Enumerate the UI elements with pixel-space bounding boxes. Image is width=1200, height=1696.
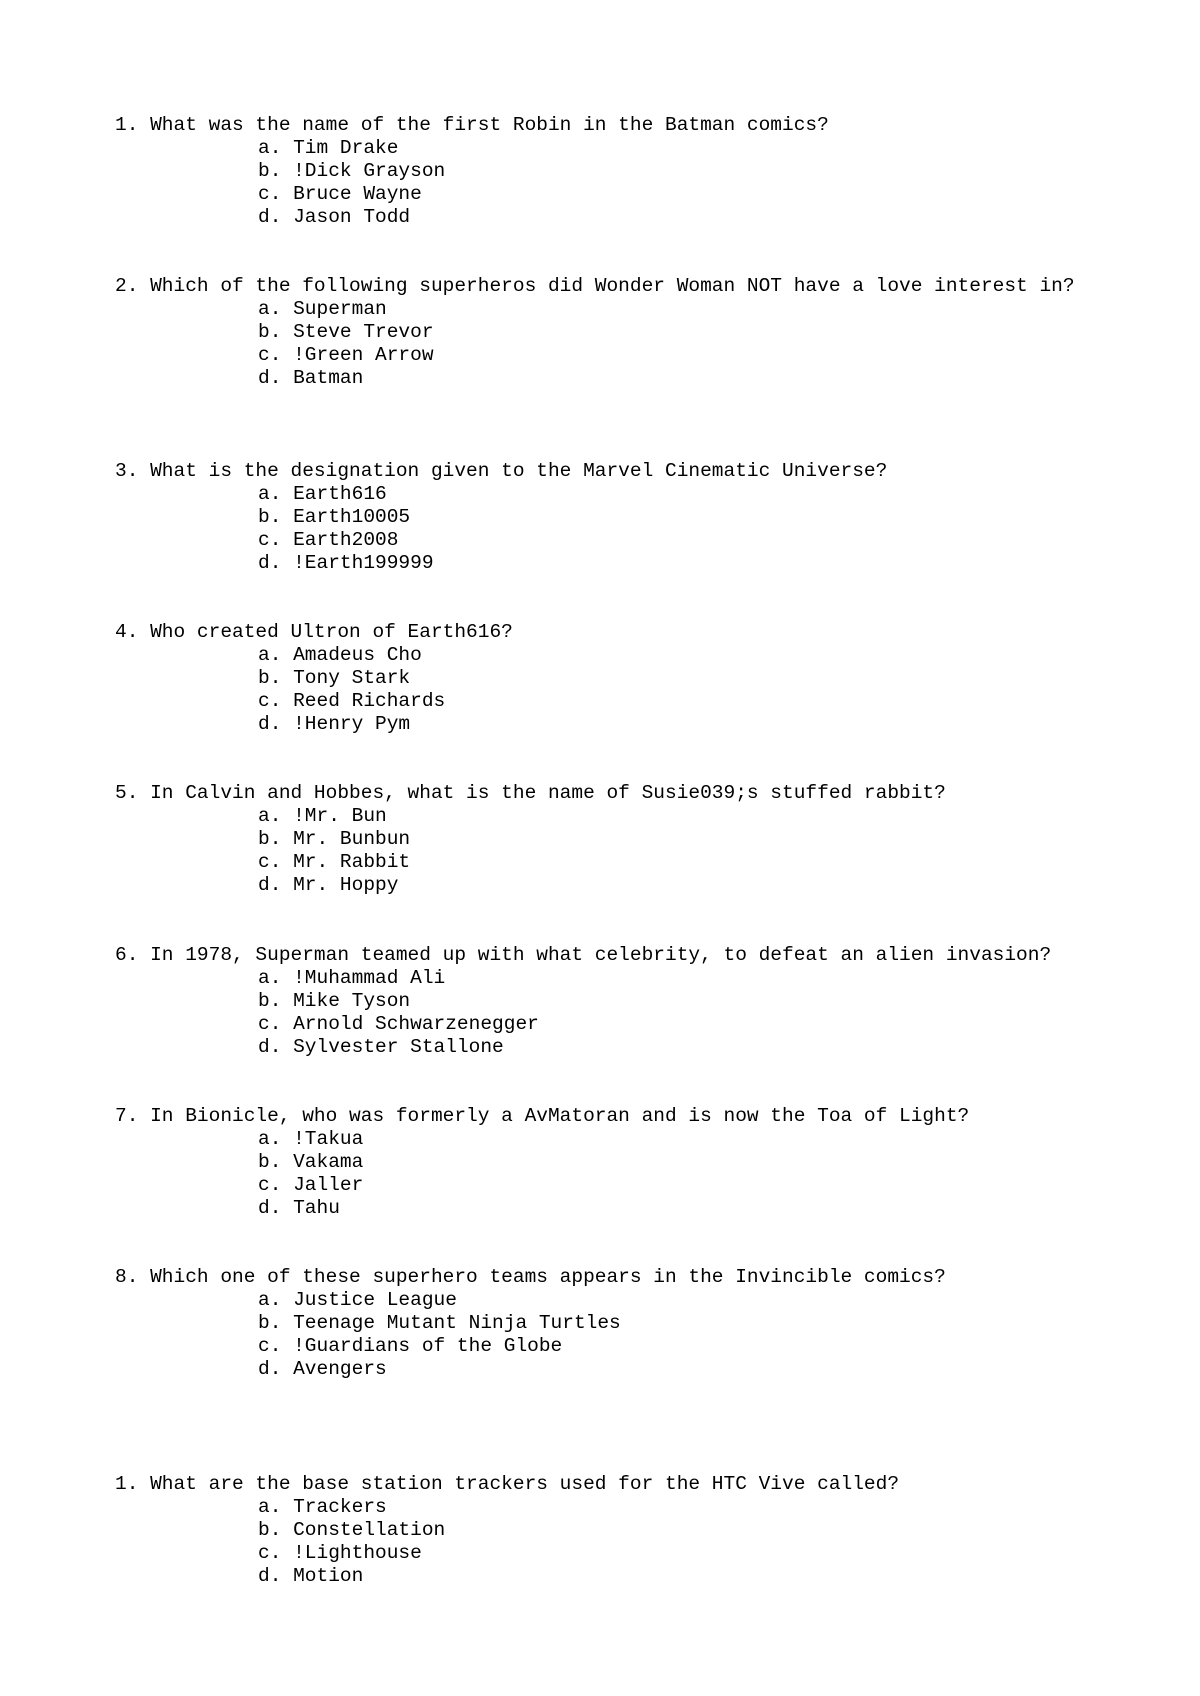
answer-option: [258, 483, 1115, 506]
answer-option: [258, 828, 1115, 851]
option-text: Mr. Rabbit: [293, 851, 411, 873]
answer-option: [258, 552, 1115, 575]
option-text: Jason Todd: [293, 206, 411, 228]
question-text: [115, 114, 1115, 137]
option-text: Avengers: [293, 1358, 387, 1380]
question-number: 4.: [115, 621, 139, 643]
option-letter: d.: [258, 206, 282, 228]
option-letter: b.: [258, 1519, 282, 1541]
option-text: Earth2008: [293, 529, 399, 551]
question-block: [115, 1266, 1115, 1381]
question-number: 5.: [115, 782, 139, 804]
answer-option: [258, 1174, 1115, 1197]
option-letter: a.: [258, 298, 282, 320]
answer-option: [258, 1358, 1115, 1381]
question-text: [115, 1473, 1115, 1496]
option-text: Batman: [293, 367, 364, 389]
answer-option: [258, 344, 1115, 367]
answer-option: [258, 713, 1115, 736]
answer-option: [258, 1036, 1115, 1059]
answer-option: [258, 529, 1115, 552]
question-number: 6.: [115, 944, 139, 966]
option-text: Tim Drake: [293, 137, 399, 159]
option-letter: c.: [258, 1174, 282, 1196]
answer-option: [258, 1128, 1115, 1151]
option-text: !Dick Grayson: [293, 160, 446, 182]
option-letter: d.: [258, 1565, 282, 1587]
question-label: In 1978, Superman teamed up with what celebrity, to defeat an alien invasion?: [150, 944, 1052, 966]
answer-option: [258, 321, 1115, 344]
question-text: [115, 621, 1115, 644]
answer-options: [115, 967, 1115, 1059]
question-label: What is the designation given to the Marvel Cinematic Universe?: [150, 460, 888, 482]
option-letter: d.: [258, 1036, 282, 1058]
option-text: Superman: [293, 298, 387, 320]
question-number: 2.: [115, 275, 139, 297]
answer-option: [258, 1289, 1115, 1312]
answer-option: [258, 667, 1115, 690]
answer-option: [258, 1312, 1115, 1335]
option-letter: d.: [258, 1197, 282, 1219]
option-text: Earth616: [293, 483, 387, 505]
option-letter: a.: [258, 805, 282, 827]
question-block: [115, 944, 1115, 1059]
question-label: What are the base station trackers used for the HTC Vive called?: [150, 1473, 900, 1495]
question-number: 3.: [115, 460, 139, 482]
option-letter: c.: [258, 1013, 282, 1035]
answer-option: [258, 644, 1115, 667]
answer-option: [258, 1013, 1115, 1036]
answer-option: [258, 1519, 1115, 1542]
option-letter: b.: [258, 506, 282, 528]
answer-options: [115, 1496, 1115, 1588]
option-text: !Guardians of the Globe: [293, 1335, 563, 1357]
option-letter: d.: [258, 1358, 282, 1380]
option-text: Tony Stark: [293, 667, 411, 689]
option-letter: d.: [258, 713, 282, 735]
option-letter: b.: [258, 321, 282, 343]
option-text: Mr. Bunbun: [293, 828, 411, 850]
option-letter: d.: [258, 367, 282, 389]
option-letter: c.: [258, 344, 282, 366]
option-letter: b.: [258, 667, 282, 689]
question-block: [115, 275, 1115, 390]
option-letter: a.: [258, 1289, 282, 1311]
answer-option: [258, 137, 1115, 160]
answer-option: [258, 367, 1115, 390]
question-text: [115, 1105, 1115, 1128]
answer-options: [115, 805, 1115, 897]
answer-option: [258, 690, 1115, 713]
answer-option: [258, 967, 1115, 990]
question-label: Which of the following superheros did Wonder Woman NOT have a love interest in?: [150, 275, 1075, 297]
answer-options: [115, 137, 1115, 229]
option-text: Sylvester Stallone: [293, 1036, 504, 1058]
answer-options: [115, 1289, 1115, 1381]
option-letter: c.: [258, 690, 282, 712]
option-letter: b.: [258, 828, 282, 850]
question-number: 7.: [115, 1105, 139, 1127]
option-text: Justice League: [293, 1289, 457, 1311]
option-text: !Muhammad Ali: [293, 967, 446, 989]
option-letter: b.: [258, 160, 282, 182]
question-block: [115, 621, 1115, 736]
option-text: Reed Richards: [293, 690, 446, 712]
option-text: Arnold Schwarzenegger: [293, 1013, 539, 1035]
option-letter: b.: [258, 990, 282, 1012]
option-letter: a.: [258, 1496, 282, 1518]
option-letter: a.: [258, 483, 282, 505]
option-letter: a.: [258, 1128, 282, 1150]
option-text: !Lighthouse: [293, 1542, 422, 1564]
question-text: [115, 1266, 1115, 1289]
question-text: [115, 460, 1115, 483]
option-text: Bruce Wayne: [293, 183, 422, 205]
question-block: [115, 782, 1115, 897]
question-block: [115, 1105, 1115, 1220]
option-text: Amadeus Cho: [293, 644, 422, 666]
option-text: Jaller: [293, 1174, 364, 1196]
option-letter: b.: [258, 1151, 282, 1173]
question-block: [115, 1473, 1115, 1588]
option-text: Teenage Mutant Ninja Turtles: [293, 1312, 621, 1334]
option-letter: a.: [258, 137, 282, 159]
answer-option: [258, 206, 1115, 229]
option-text: Mr. Hoppy: [293, 874, 399, 896]
question-label: In Bionicle, who was formerly a AvMatoran and is now the Toa of Light?: [150, 1105, 970, 1127]
question-label: What was the name of the first Robin in the Batman comics?: [150, 114, 829, 136]
answer-options: [115, 298, 1115, 390]
option-text: !Henry Pym: [293, 713, 411, 735]
option-text: Tahu: [293, 1197, 340, 1219]
answer-option: [258, 506, 1115, 529]
question-text: [115, 275, 1115, 298]
answer-options: [115, 644, 1115, 736]
option-text: Vakama: [293, 1151, 364, 1173]
question-number: 1.: [115, 114, 139, 136]
option-text: Earth10005: [293, 506, 411, 528]
answer-options: [115, 483, 1115, 575]
option-letter: c.: [258, 851, 282, 873]
answer-option: [258, 1151, 1115, 1174]
question-label: Which one of these superhero teams appears in the Invincible comics?: [150, 1266, 946, 1288]
option-letter: a.: [258, 967, 282, 989]
option-text: Trackers: [293, 1496, 387, 1518]
option-letter: d.: [258, 552, 282, 574]
answer-option: [258, 805, 1115, 828]
question-text: [115, 944, 1115, 967]
option-letter: c.: [258, 183, 282, 205]
answer-option: [258, 1335, 1115, 1358]
option-letter: b.: [258, 1312, 282, 1334]
answer-options: [115, 1128, 1115, 1220]
question-label: In Calvin and Hobbes, what is the name of Susie039;s stuffed rabbit?: [150, 782, 946, 804]
option-text: !Mr. Bun: [293, 805, 387, 827]
option-letter: c.: [258, 1335, 282, 1357]
answer-option: [258, 1197, 1115, 1220]
answer-option: [258, 160, 1115, 183]
question-label: Who created Ultron of Earth616?: [150, 621, 513, 643]
answer-option: [258, 183, 1115, 206]
option-text: !Takua: [293, 1128, 364, 1150]
question-text: [115, 782, 1115, 805]
answer-option: [258, 851, 1115, 874]
answer-option: [258, 990, 1115, 1013]
option-letter: a.: [258, 644, 282, 666]
option-text: !Earth199999: [293, 552, 434, 574]
option-text: !Green Arrow: [293, 344, 434, 366]
question-number: 1.: [115, 1473, 139, 1495]
answer-option: [258, 298, 1115, 321]
option-text: Steve Trevor: [293, 321, 434, 343]
question-number: 8.: [115, 1266, 139, 1288]
question-block: [115, 460, 1115, 575]
option-text: Mike Tyson: [293, 990, 411, 1012]
option-letter: c.: [258, 1542, 282, 1564]
question-block: [115, 114, 1115, 229]
answer-option: [258, 874, 1115, 897]
option-text: Constellation: [293, 1519, 446, 1541]
option-text: Motion: [293, 1565, 364, 1587]
answer-option: [258, 1542, 1115, 1565]
answer-option: [258, 1496, 1115, 1519]
option-letter: c.: [258, 529, 282, 551]
answer-option: [258, 1565, 1115, 1588]
option-letter: d.: [258, 874, 282, 896]
